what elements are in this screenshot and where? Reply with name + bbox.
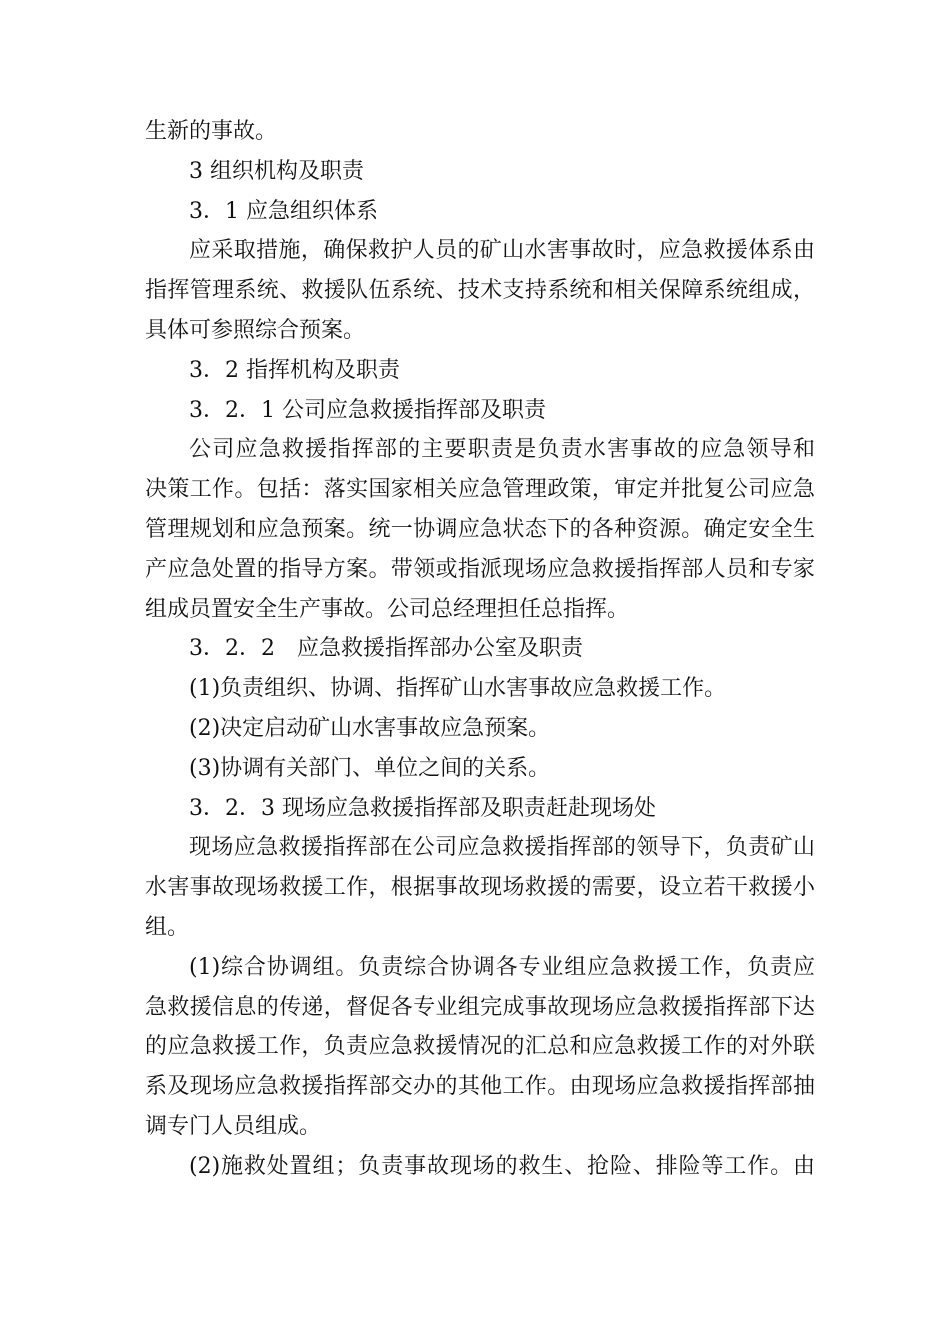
text-line: 3．2．3 现场应急救援指挥部及职责赶赴现场处	[189, 795, 656, 821]
text-line: (1)负责组织、协调、指挥矿山水害事故应急救援工作。	[189, 676, 727, 702]
text-line: 3．2 指挥机构及职责	[189, 357, 400, 383]
text-line: 3．2．2 应急救援指挥部办公室及职责	[189, 636, 583, 662]
text-line: 3 组织机构及职责	[189, 158, 364, 184]
text-line: (2)决定启动矿山水害事故应急预案。	[189, 715, 551, 741]
text-line: 组。	[145, 914, 190, 940]
text-line: 管理规划和应急预案。统一协调应急状态下的各种资源。确定安全生	[145, 516, 815, 542]
text-line: 指挥管理系统、救援队伍系统、技术支持系统和相关保障系统组成，	[145, 278, 815, 304]
text-line: 现场应急救援指挥部在公司应急救援指挥部的领导下，负责矿山	[189, 835, 815, 861]
body-text	[145, 112, 815, 1187]
text-line: 生新的事故。	[145, 119, 278, 144]
text-line: 产应急处置的指导方案。带领或指派现场应急救援指挥部人员和专家	[145, 556, 815, 582]
text-line: (2)施救处置组；负责事故现场的救生、抢险、排险等工作。由	[189, 1153, 815, 1179]
text-line: (1)综合协调组。负责综合协调各专业组应急救援工作，负责应	[189, 954, 815, 980]
text-line: 的应急救援工作，负责应急救援情况的汇总和应急救援工作的对外联	[145, 1034, 815, 1060]
text-line: 组成员置安全生产事故。公司总经理担任总指挥。	[145, 596, 630, 622]
text-line: (3)协调有关部门、单位之间的关系。	[189, 755, 551, 781]
text-line: 具体可参照综合预案。	[145, 317, 366, 343]
text-line: 3．1 应急组织体系	[189, 198, 378, 224]
text-line: 应采取措施，确保救护人员的矿山水害事故时，应急救援体系由	[189, 238, 815, 264]
text-line: 急救援信息的传递，督促各专业组完成事故现场应急救援指挥部下达	[145, 994, 815, 1020]
text-line: 3．2．1 公司应急救援指挥部及职责	[189, 397, 546, 423]
text-line: 水害事故现场救援工作，根据事故现场救援的需要，设立若干救援小	[145, 875, 815, 901]
text-line: 公司应急救援指挥部的主要职责是负责水害事故的应急领导和	[189, 437, 815, 463]
text-line: 调专门人员组成。	[145, 1113, 322, 1139]
text-line: 系及现场应急救援指挥部交办的其他工作。由现场应急救援指挥部抽	[145, 1074, 815, 1100]
text-line: 决策工作。包括：落实国家相关应急管理政策，审定并批复公司应急	[145, 477, 815, 503]
